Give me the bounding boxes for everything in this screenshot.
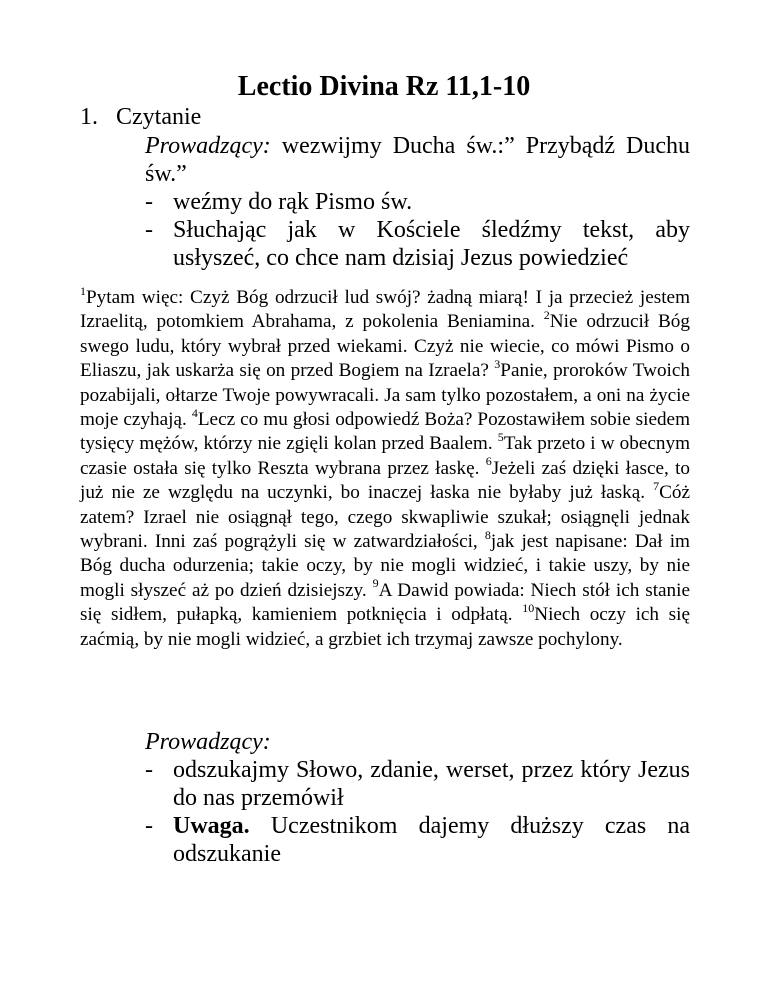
- intro-bullet-text: weźmy do rąk Pismo św.: [173, 189, 413, 215]
- intro-role: Prowadzący:: [145, 133, 271, 159]
- section-heading: [80, 102, 201, 132]
- verse-text: Cóż zatem? Izrael nie osiągnął tego, czego skwapliwie szukał; osiągnęli jednak wybrani. Inni zaś pogrążyli się w zatwardziałości,: [80, 482, 690, 553]
- verse-text: Niech oczy ich się zaćmią, by nie mogli widzieć, a grzbiet ich trzymaj zawsze pochylony.: [80, 604, 690, 650]
- verse-number: 5: [497, 430, 504, 445]
- page-title: Lectio Divina Rz 11,1-10: [237, 71, 531, 102]
- verse-text: Lecz co mu głosi odpowiedź Boża? Pozostawiłem sobie siedem tysięcy mężów, którzy nie zgięli kolan przed Baalem.: [80, 409, 690, 455]
- verse-number: 3: [494, 356, 501, 371]
- list-item: [145, 812, 690, 868]
- intro-paragraph: [145, 132, 690, 188]
- list-item: [145, 756, 690, 812]
- verse-text: Pytam więc: Czyż Bóg odrzucił lud swój? żadną miarą! I ja przecież jestem Izraelitą, potomkiem Abrahama, z pokolenia Beniamina.: [80, 287, 690, 333]
- section-label: Czytanie: [116, 104, 202, 130]
- leader-bullet-list: [145, 756, 690, 868]
- verse-number: 2: [543, 308, 550, 323]
- scripture-passage: [80, 283, 690, 652]
- dash-marker: -: [145, 217, 153, 243]
- intro-block: [145, 132, 690, 272]
- verse-number: 1: [80, 283, 86, 298]
- leader-bullet-text: Uczestnikom dajemy dłuższy czas na odszukanie: [173, 813, 690, 867]
- list-item: [145, 188, 690, 216]
- dash-marker: -: [145, 189, 153, 215]
- section-number: 1.: [80, 104, 98, 130]
- verse-text: Jeżeli zaś dzięki łasce, to już nie ze względu na uczynki, bo inaczej łaska nie byłaby już łaską.: [80, 457, 690, 504]
- dash-marker: -: [145, 813, 153, 839]
- verse-number: 9: [372, 576, 379, 591]
- verse-number: 7: [653, 478, 660, 493]
- verse-text: Tak przeto i w obecnym czasie ostała się tylko Reszta wybrana przez łaskę.: [80, 433, 690, 479]
- leader-block: [145, 728, 690, 868]
- verse-number: 8: [484, 527, 491, 542]
- list-item: [145, 216, 690, 272]
- leader-role: Prowadzący:: [145, 729, 271, 755]
- verse-text: Panie, proroków Twoich pozabijali, ołtarze Twoje powywracali. Ja sam tylko pozostałem, a oni na życie moje czyhają.: [80, 360, 690, 431]
- verse-number: 4: [191, 405, 198, 420]
- verse-number: 6: [485, 454, 492, 469]
- verse-text: Nie odrzucił Bóg swego ludu, który wybrał przed wiekami. Czyż nie wiecie, co mówi Pismo o Eliaszu, jak uskarża się on przed Bogiem na Izraela?: [80, 311, 690, 382]
- verse-text: A Dawid powiada: Niech stół ich stanie się sidłem, pułapką, kamieniem potknięcia i odpłatą.: [80, 579, 690, 626]
- leader-bullet-text: odszukajmy Słowo, zdanie, werset, przez który Jezus do nas przemówił: [173, 757, 690, 811]
- note-label: Uwaga.: [173, 813, 250, 839]
- intro-text: wezwijmy Ducha św.:” Przybądź Duchu św.”: [145, 133, 690, 187]
- verse-number: 10: [522, 600, 535, 615]
- intro-bullet-text: Słuchając jak w Kościele śledźmy tekst, aby usłyszeć, co chce nam dzisiaj Jezus powiedzieć: [173, 217, 690, 271]
- intro-bullet-list: [145, 188, 690, 272]
- dash-marker: -: [145, 757, 153, 783]
- verse-text: jak jest napisane: Dał im Bóg ducha odurzenia; takie oczy, by nie mogli widzieć, i takie uszy, by nie mogli słyszeć aż po dzień dzisiejszy.: [80, 531, 690, 601]
